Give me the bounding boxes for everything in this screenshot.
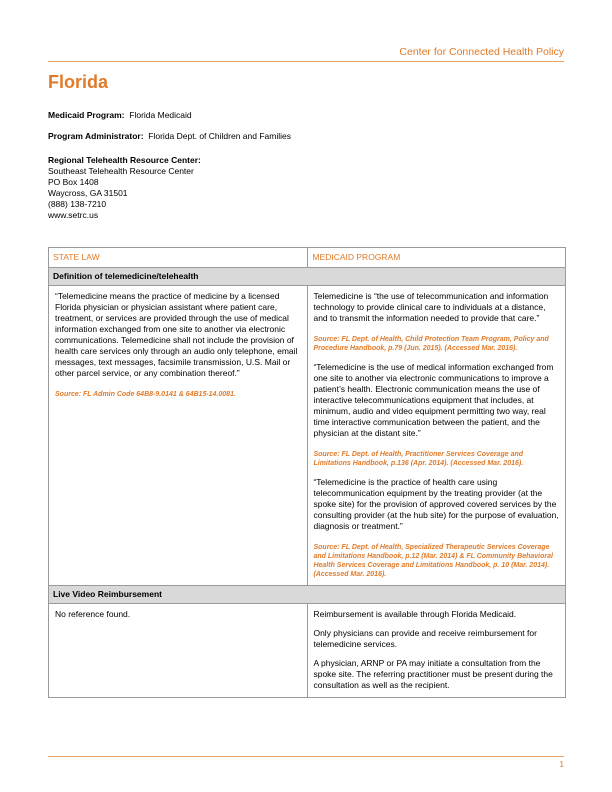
section-row <box>49 268 566 286</box>
resource-center-website[interactable]: www.setrc.us <box>48 210 99 220</box>
program-administrator-value: Florida Dept. of Children and Families <box>148 131 291 141</box>
resource-center-line: Southeast Telehealth Resource Center <box>48 166 194 176</box>
medicaid-definition-text: “Telemedicine is the practice of health care using telecommunication equipment by the treating provider (at the spoke site) for the provision of approved covered services by the consulting provider (at the hub site) for the purpose of evaluation, diagnosis or treatment.” <box>313 477 559 531</box>
medicaid-program <box>48 110 192 121</box>
page-title: Florida <box>48 72 109 92</box>
program-administrator-label: Program Administrator: <box>48 131 144 141</box>
medicaid-definition-block <box>313 291 559 353</box>
section-title-live-video: Live Video Reimbursement <box>49 586 566 604</box>
program-administrator <box>48 131 291 142</box>
medicaid-cell <box>308 604 566 698</box>
section-title-definition: Definition of telemedicine/telehealth <box>49 268 566 286</box>
header-divider <box>48 61 564 62</box>
medicaid-paragraph: Only physicians can provide and receive reimbursement for telemedicine services. <box>313 628 537 649</box>
resource-center-line: Waycross, GA 31501 <box>48 188 128 198</box>
medicaid-definition-block <box>313 362 559 468</box>
column-header-state-law: STATE LAW <box>49 248 308 268</box>
medicaid-cell <box>308 286 566 586</box>
state-law-source: Source: FL Admin Code 64B8-9.0141 & 64B15-14.0081. <box>55 391 236 398</box>
table-header-row <box>49 248 566 268</box>
resource-center <box>48 155 201 221</box>
medicaid-definition-source: Source: FL Dept. of Health, Practitioner Services Coverage and Limitations Handbook, p.136 (Apr. 2014). (Accessed Mar. 2016). <box>313 451 524 467</box>
medicaid-paragraph: A physician, ARNP or PA may initiate a consultation from the spoke site. The referring practitioner must be present during the consultation as well as the recipient. <box>313 658 553 690</box>
page-number: 1 <box>559 760 564 769</box>
medicaid-definition-text: Telemedicine is “the use of telecommunication and information technology to provide clinical care to individuals at a distance, and to transmit the information needed to provide that care.” <box>313 291 549 323</box>
policy-table <box>48 247 566 698</box>
table-row <box>49 286 566 586</box>
state-law-cell <box>49 286 308 586</box>
medicaid-definition-source: Source: FL Dept. of Health, Child Protection Team Program, Policy and Procedure Handbook, p.79 (Jun. 2015). (Accessed Mar. 2016). <box>313 336 549 352</box>
column-header-medicaid-program: MEDICAID PROGRAM <box>308 248 566 268</box>
resource-center-label: Regional Telehealth Resource Center: <box>48 155 201 165</box>
state-law-text: No reference found. <box>55 609 131 619</box>
resource-center-line: PO Box 1408 <box>48 177 99 187</box>
medicaid-definition-source: Source: FL Dept. of Health, Specialized Therapeutic Services Coverage and Limitations Handbook, p.12 (Mar. 2014) & FL Community Behavioral Health Services Coverage and Limitations Handbook, p. 10 (Mar. 2014). (Accessed Mar. 2016). <box>313 544 553 578</box>
medicaid-program-value: Florida Medicaid <box>129 110 192 120</box>
resource-center-line: (888) 138-7210 <box>48 199 107 209</box>
section-row <box>49 586 566 604</box>
header-organization: Center for Connected Health Policy <box>399 46 564 58</box>
footer-divider <box>48 756 564 757</box>
state-law-text: “Telemedicine means the practice of medicine by a licensed Florida physician or physician assistant where patient care, treatment, or services are provided through the use of medical information exchanged from one site to another via electronic communications. Telemedicine shall not include the provision of health care services only through an audio only telephone, email messages, text messages, facsimile transmission, U.S. Mail or other parcel service, or any combination thereof.” <box>55 291 298 378</box>
medicaid-program-label: Medicaid Program: <box>48 110 125 120</box>
state-law-cell <box>49 604 308 698</box>
table-row <box>49 604 566 698</box>
medicaid-definition-text: “Telemedicine is the use of medical information exchanged from one site to another via electronic communications to improve a patient’s health. Electronic communication means the use of interactive telecommunications equipment that includes, at minimum, audio and video equipment permitting two way, real time interactive communication between the patient, and the physician at the distant site.” <box>313 362 554 438</box>
medicaid-definition-block <box>313 477 559 579</box>
medicaid-paragraph: Reimbursement is available through Florida Medicaid. <box>313 609 517 619</box>
